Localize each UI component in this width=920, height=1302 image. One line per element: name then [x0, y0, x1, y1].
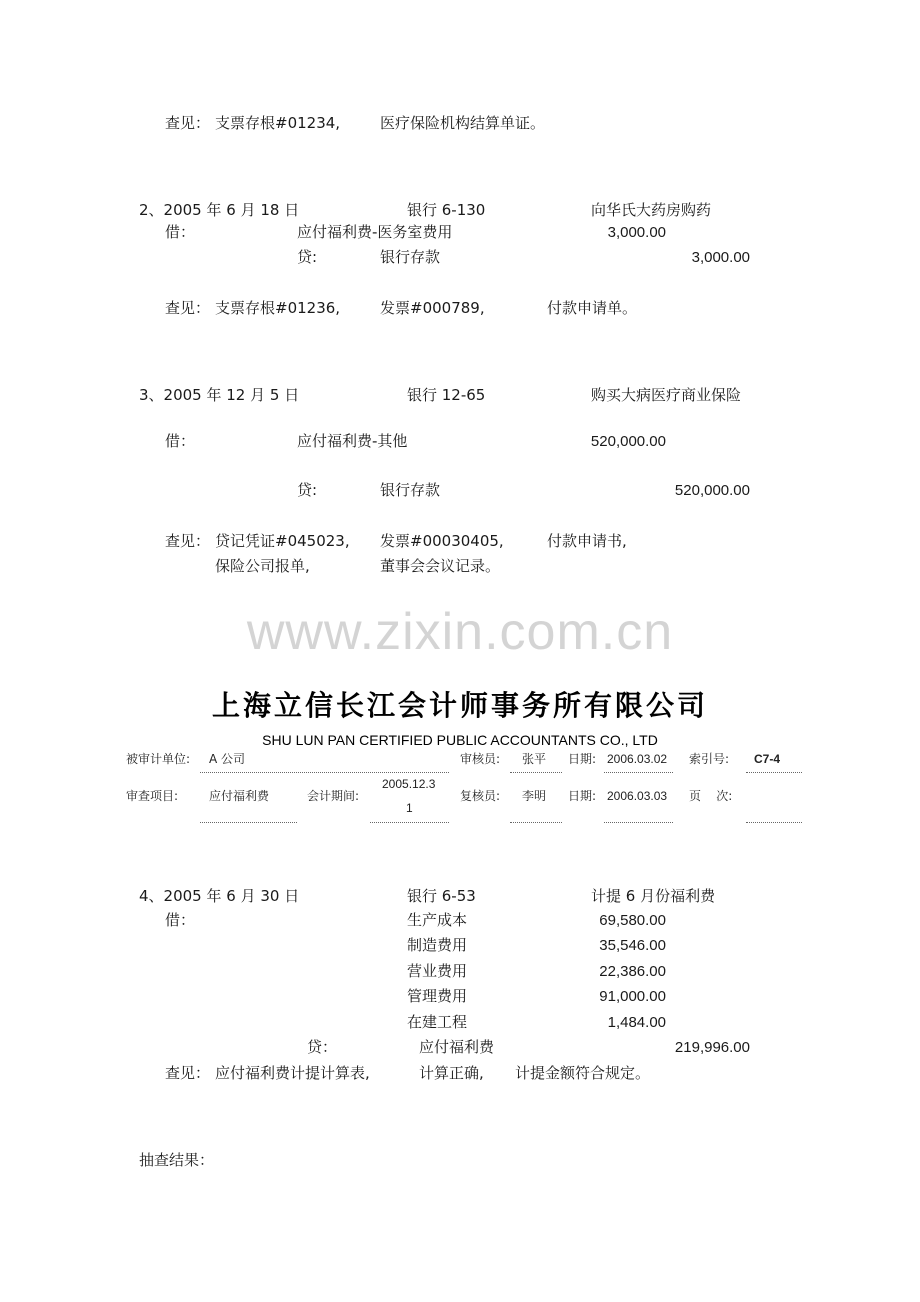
- debit-label: 借：: [165, 911, 196, 929]
- check-item: 发票#000789,: [380, 299, 485, 317]
- debit-account: 在建工程: [407, 1013, 468, 1031]
- credit-label: 贷：: [307, 1038, 338, 1056]
- check-label: 查见：: [165, 299, 211, 317]
- credit-label: 贷:: [297, 481, 318, 499]
- debit-account: 应付福利费-其他: [297, 432, 408, 450]
- check-label: 查见：: [165, 114, 211, 132]
- reviewer-label: 审核员:: [460, 752, 501, 766]
- date1-value: 2006.03.02: [607, 752, 668, 766]
- debit-amount: 3,000.00: [607, 224, 666, 241]
- debit-account: 应付福利费-医务室费用: [297, 223, 453, 241]
- entry-voucher: 银行 6-53: [407, 887, 476, 905]
- period-value-line2: 1: [406, 801, 413, 815]
- debit-label: 借：: [165, 432, 196, 450]
- reviewer-underline: [510, 772, 562, 773]
- result-label: 抽查结果：: [139, 1151, 215, 1169]
- index-underline: [746, 772, 802, 773]
- watermark: www.zixin.com.cn: [246, 603, 674, 661]
- check-item: 医疗保险机构结算单证。: [380, 114, 546, 132]
- check-item: 计提金额符合规定。: [515, 1064, 651, 1082]
- debit-account: 管理费用: [407, 987, 468, 1005]
- index-label: 索引号:: [689, 752, 730, 766]
- period-underline: [370, 822, 449, 823]
- check-item: 应付福利费计提计算表,: [215, 1064, 370, 1082]
- credit-account: 银行存款: [380, 481, 441, 499]
- check-label: 查见：: [165, 1064, 211, 1082]
- entry-title: 3、2005 年 12 月 5 日: [139, 386, 300, 404]
- date1-label: 日期:: [568, 752, 597, 766]
- check-item: 支票存根#01234,: [215, 114, 341, 132]
- item-value: 应付福利费: [209, 789, 270, 803]
- entry-description: 计提 6 月份福利费: [591, 887, 716, 905]
- entry-title: 2、2005 年 6 月 18 日: [139, 201, 300, 219]
- debit-amount: 22,386.00: [599, 963, 666, 980]
- check-label: 查见：: [165, 532, 211, 550]
- item-underline: [200, 822, 297, 823]
- debit-label: 借：: [165, 223, 196, 241]
- date1-underline: [604, 772, 673, 773]
- period-value-line1: 2005.12.3: [382, 777, 436, 791]
- check-item: 董事会会议记录。: [380, 557, 501, 575]
- check-item: 贷记凭证#045023,: [215, 532, 350, 550]
- check-item: 发票#00030405,: [380, 532, 504, 550]
- credit-amount: 3,000.00: [691, 249, 750, 266]
- debit-account: 营业费用: [407, 962, 468, 980]
- entry-description: 购买大病医疗商业保险: [591, 386, 742, 404]
- credit-amount: 520,000.00: [674, 482, 750, 499]
- rechecker-label: 复核员:: [460, 789, 501, 803]
- date2-value: 2006.03.03: [607, 789, 668, 803]
- index-value: C7-4: [754, 752, 781, 766]
- credit-amount: 219,996.00: [674, 1039, 750, 1056]
- credit-account: 银行存款: [380, 248, 441, 266]
- page-label: 页 次:: [689, 789, 733, 803]
- firm-name-en: SHU LUN PAN CERTIFIED PUBLIC ACCOUNTANTS CO., LTD: [262, 732, 658, 748]
- check-item: 支票存根#01236,: [215, 299, 341, 317]
- entry-title: 4、2005 年 6 月 30 日: [139, 887, 300, 905]
- audited-unit-value: A 公司: [209, 752, 246, 766]
- item-label: 审查项目:: [126, 789, 179, 803]
- check-item: 计算正确,: [419, 1064, 484, 1082]
- entry-voucher: 银行 6-130: [407, 201, 486, 219]
- debit-account: 生产成本: [407, 911, 468, 929]
- check-item: 付款申请书,: [547, 532, 627, 550]
- date2-underline: [604, 822, 673, 823]
- audited-unit-underline: [200, 772, 449, 773]
- debit-amount: 520,000.00: [590, 433, 666, 450]
- check-item: 保险公司报单,: [215, 557, 310, 575]
- debit-amount: 69,580.00: [599, 912, 666, 929]
- date2-label: 日期:: [568, 789, 597, 803]
- entry-voucher: 银行 12-65: [407, 386, 486, 404]
- audited-unit-label: 被审计单位:: [126, 752, 191, 766]
- entry-description: 向华氏大药房购药: [591, 201, 712, 219]
- debit-amount: 35,546.00: [599, 937, 666, 954]
- rechecker-value: 李明: [522, 789, 547, 803]
- debit-account: 制造费用: [407, 936, 468, 954]
- firm-name-cn: 上海立信长江会计师事务所有限公司: [211, 689, 708, 722]
- check-item: 付款申请单。: [547, 299, 638, 317]
- credit-account: 应付福利费: [419, 1038, 495, 1056]
- debit-amount: 91,000.00: [599, 988, 666, 1005]
- reviewer-value: 张平: [522, 752, 547, 766]
- credit-label: 贷:: [297, 248, 318, 266]
- rechecker-underline: [510, 822, 562, 823]
- page-underline: [746, 822, 802, 823]
- debit-amount: 1,484.00: [607, 1014, 666, 1031]
- period-label: 会计期间:: [307, 789, 360, 803]
